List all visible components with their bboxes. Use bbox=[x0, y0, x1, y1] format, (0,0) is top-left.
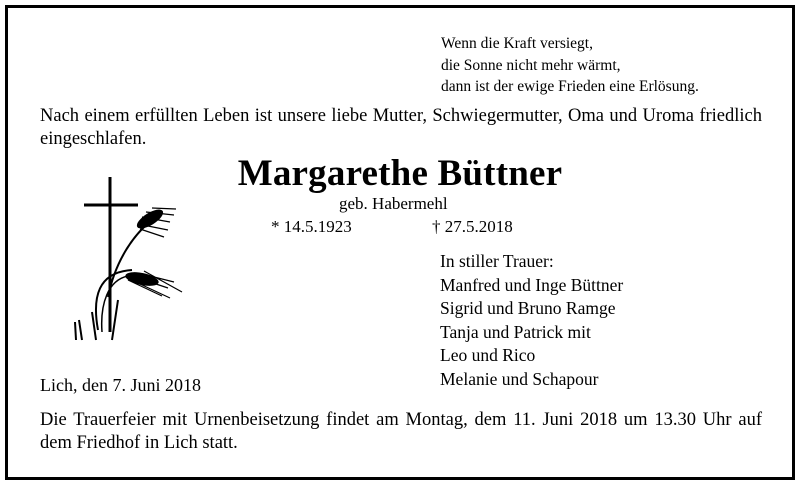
deceased-name: Margarethe Büttner bbox=[237, 153, 563, 194]
death-date: † 27.5.2018 bbox=[432, 217, 513, 236]
cross-wheat-icon bbox=[70, 172, 195, 344]
birth-date: * 14.5.1923 bbox=[271, 217, 352, 236]
poem-line: Wenn die Kraft versiegt, bbox=[441, 35, 593, 52]
mourner-line: Manfred und Inge Büttner bbox=[440, 274, 624, 295]
maiden-name: geb. Habermehl bbox=[339, 194, 448, 213]
mourners-heading: In stiller Trauer: bbox=[440, 251, 554, 271]
mourner-line: Leo und Rico bbox=[440, 345, 536, 365]
poem-line: die Sonne nicht mehr wärmt, bbox=[441, 56, 621, 74]
mourners-list bbox=[440, 250, 623, 391]
intro-text: Nach einem erfüllten Leben ist unsere liebe Mutter, Schwiegermutter, Oma und Uroma friedlich eingeschlafen. bbox=[40, 106, 762, 149]
place-date: Lich, den 7. Juni 2018 bbox=[40, 375, 201, 395]
mourner-line: Sigrid und Bruno Ramge bbox=[440, 298, 616, 318]
poem-line: dann ist der ewige Frieden eine Erlösung. bbox=[441, 78, 699, 95]
poem bbox=[441, 33, 699, 98]
funeral-notice: Die Trauerfeier mit Urnenbeisetzung findet am Montag, dem 11. Juni 2018 um 13.30 Uhr auf dem Friedhof in Lich statt. bbox=[40, 410, 762, 453]
mourner-line: Tanja und Patrick mit bbox=[440, 321, 591, 342]
mourner-line: Melanie und Schapour bbox=[440, 368, 599, 389]
